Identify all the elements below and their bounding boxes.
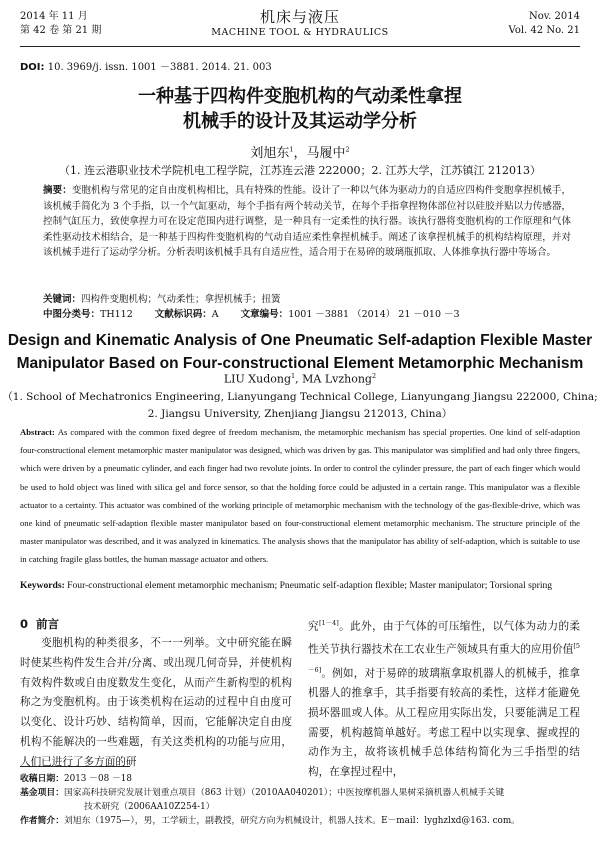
body-right-part3: 。例如，对于易碎的玻璃瓶拿取机器人的机械手，推拿机器人的推拿手，其手指要有较高的柔性，这样才能避免损坏器皿或人体。从工程应用实际出发，只要能满足工程需要，机构越简单越好。考虑工程中以实现拿、握或捏的动作为主，故将该机械手总体结构简化为三手指型的结构，在拿捏过程中， bbox=[308, 667, 580, 779]
affil-en-line2: 2. Jiangsu University, Zhenjiang Jiangsu 212013, China） bbox=[147, 408, 453, 420]
clc-label: 中图分类号： bbox=[43, 309, 101, 320]
body-column-left bbox=[20, 614, 292, 773]
author-en-2: MA Lvzhong bbox=[302, 372, 372, 386]
doc-code-label: 文献标识码： bbox=[154, 309, 212, 320]
author-en-sep: , bbox=[295, 372, 303, 386]
header-rule bbox=[20, 46, 580, 47]
section-title: 前言 bbox=[36, 617, 60, 631]
keywords-en-label: Keywords: bbox=[20, 580, 65, 591]
authors-english bbox=[0, 372, 600, 386]
author-en-2-sup: 2 bbox=[371, 372, 377, 380]
doi-line bbox=[20, 58, 272, 73]
doi-value: 10. 3969/j. issn. 1001 －3881. 2014. 21. 003 bbox=[47, 62, 272, 73]
abstract-en-text: As compared with the common fixed degree of freedom mechanism, the metamorphic mechanism has special properties. One kind of self-adaption four-constructional element metamorphic master manipulator was designed, which was driven by gas. This manipulator was simplified and had only three fingers, which were driven by a pneumatic cylinder, and each finger had two revolute joints. In order to control the cylinder pressure, the part of each finger which would be used to hold object was lined with silica gel and force sensor, so that the holding force could be adjusted in a certain range. This manipulator was a flexible actuator to a certainty. This actuator was combined of the working principle of metamorphic mechanism with the technology of the gas-flexible-drive, which was one kind of pneumatic self-adaption flexible master manipulator based on four-constructional element metamorphic mechanism. The structure principle of the master manipulator was described, and it was analyzed in kinematics. The analysis shows that the manipulator has ability of self-adaption, which is suitable to use in catching fragile glass bottles, the human massage actuator and others. bbox=[20, 427, 580, 565]
received-value: 2013 －08 －18 bbox=[64, 774, 132, 784]
keywords-cn-text: 四构件变胞机构；气动柔性；拿捏机械手；扭簧 bbox=[81, 294, 281, 305]
title-en-line2: Manipulator Based on Four-constructional Element Metamorphic Mechanism bbox=[16, 355, 584, 372]
author-cn-2: 马履中 bbox=[306, 146, 346, 161]
header-volume-en: Vol. 42 No. 21 bbox=[508, 25, 580, 36]
footnote-received bbox=[20, 772, 586, 786]
header-journal bbox=[20, 8, 580, 39]
abstract-cn-text: 变胞机构与常见的定自由度机构相比，具有特殊的性能。设计了一种以气体为驱动力的自适应四构件变胞拿捏机械手，该机械手简化为 3 个手指，以一个气缸驱动，每个手指有两个转动关节，在每个手指拿捏物体部位衬以硅胶并贴以力传感器，控制气缸压力，致使拿捏力可在设定范围内进行调整，是一种具有一定柔性的执行器。该执行器将变胞机构的工作原理和气体柔性驱动技术相结合，是一种基于四构件变胞机构的气动自适应柔性拿捏机械手。阐述了该拿捏机械手的机构结构原理，并对该机械手进行了运动学分析。分析表明该机械手具有自适应性，适合用于在易碎的玻璃瓶抓取、人体推拿执行器中等场合。 bbox=[43, 185, 571, 258]
abstract-en-label: Abstract: bbox=[20, 427, 55, 437]
body-column-right bbox=[308, 614, 580, 783]
title-chinese bbox=[0, 84, 600, 134]
author-cn-1: 刘旭东 bbox=[250, 146, 290, 161]
received-label: 收稿日期： bbox=[20, 774, 64, 784]
article-no-value: 1001 －3881 （2014） 21 －010 －3 bbox=[288, 309, 460, 320]
header-right bbox=[509, 10, 580, 38]
footnote-author bbox=[20, 814, 586, 828]
doc-code-value: A bbox=[211, 309, 219, 320]
keywords-chinese bbox=[43, 293, 571, 307]
clc-value: TH112 bbox=[100, 309, 133, 320]
author-bio-label: 作者简介： bbox=[20, 816, 64, 826]
author-en-1: LIU Xudong bbox=[223, 372, 291, 386]
keywords-cn-label: 关键词： bbox=[43, 294, 82, 305]
section-number: 0 bbox=[20, 617, 29, 631]
author-en-1-sup: 1 bbox=[290, 372, 296, 380]
body-right-part1: 究 bbox=[308, 620, 319, 633]
abstract-english bbox=[20, 423, 580, 569]
author-bio-value: 刘旭东（1975—），男，工学硕士，副教授，研究方向为机械设计，机器人技术。E－mail：lyghzlxd@163. com。 bbox=[64, 816, 520, 826]
citation-ref-1: [1－4] bbox=[318, 619, 339, 627]
keywords-english bbox=[20, 577, 580, 595]
keywords-en-text: Four-constructional element metamorphic mechanism; Pneumatic self-adaption flexible; Master manipulator; Torsional spring bbox=[67, 580, 553, 591]
citation-ref-2: [5－6] bbox=[308, 642, 580, 674]
body-right-part2: 。此外，由于气体的可压缩性，以气体为动力的柔性关节执行器技术在工农业生产领域具有重大的应用价值 bbox=[308, 620, 581, 656]
title-en-line1: Design and Kinematic Analysis of One Pneumatic Self-adaption Flexible Master bbox=[7, 332, 593, 349]
header-volume-cn: 第 42 卷 第 21 期 bbox=[20, 25, 102, 36]
author-cn-2-sup: 2 bbox=[345, 145, 350, 154]
section-heading bbox=[20, 614, 292, 634]
author-cn-sep: ， bbox=[293, 146, 307, 161]
journal-name-en: MACHINE TOOL & HYDRAULICS bbox=[211, 27, 389, 38]
authors-chinese bbox=[0, 142, 600, 161]
title-english bbox=[0, 329, 600, 375]
fund-line2: 技术研究（2006AA10Z254-1） bbox=[84, 802, 215, 812]
abstract-cn-label: 摘要： bbox=[43, 185, 72, 196]
fund-line1: 国家高科技研究发展计划重点项目（863 计划）（2010AA040201）；中医按摩机器人果树采摘机器人机械手关键 bbox=[64, 788, 505, 798]
doi-label: DOI: bbox=[20, 62, 45, 73]
title-cn-line1: 一种基于四构件变胞机构的气动柔性拿捏 bbox=[138, 86, 462, 107]
classification-line bbox=[43, 308, 571, 322]
affiliation-english bbox=[0, 389, 600, 423]
footnote-fund bbox=[20, 786, 586, 814]
header-date-en: Nov. 2014 bbox=[528, 11, 580, 22]
title-cn-line2: 机械手的设计及其运动学分析 bbox=[183, 111, 417, 132]
running-header bbox=[20, 8, 580, 46]
affil-en-line1: （1. School of Mechatronics Engineering, Lianyungang Technical College, Lianyungang Jiangsu 222000, China; bbox=[2, 391, 598, 403]
affiliation-chinese: （1. 连云港职业技术学院机电工程学院，江苏连云港 222000；2. 江苏大学，江苏镇江 212013） bbox=[59, 164, 541, 177]
article-no-label: 文章编号： bbox=[240, 309, 289, 320]
abstract-chinese bbox=[43, 183, 571, 261]
footnote-rule bbox=[20, 766, 130, 767]
author-cn-1-sup: 1 bbox=[289, 145, 294, 154]
header-date-cn: 2014 年 11 月 bbox=[20, 11, 88, 22]
fund-label: 基金项目： bbox=[20, 788, 64, 798]
journal-name-cn: 机床与液压 bbox=[259, 8, 340, 26]
body-paragraph-left: 变胞机构的种类很多，不一一列举。文中研究能在瞬时使某些构件发生合并/分离、或出现几何奇异，并使机构有效构件数或自由度数发生变化，从而产生新构型的机构称之为变胞机构。由于该类机构在运动的过程中自由度可以变化、设计巧妙、结构简单，因而，它能解决定自由度机构不能解决的一些难题，有关这类机构的功能与应用，人们已进行了多方面的研 bbox=[20, 637, 292, 768]
